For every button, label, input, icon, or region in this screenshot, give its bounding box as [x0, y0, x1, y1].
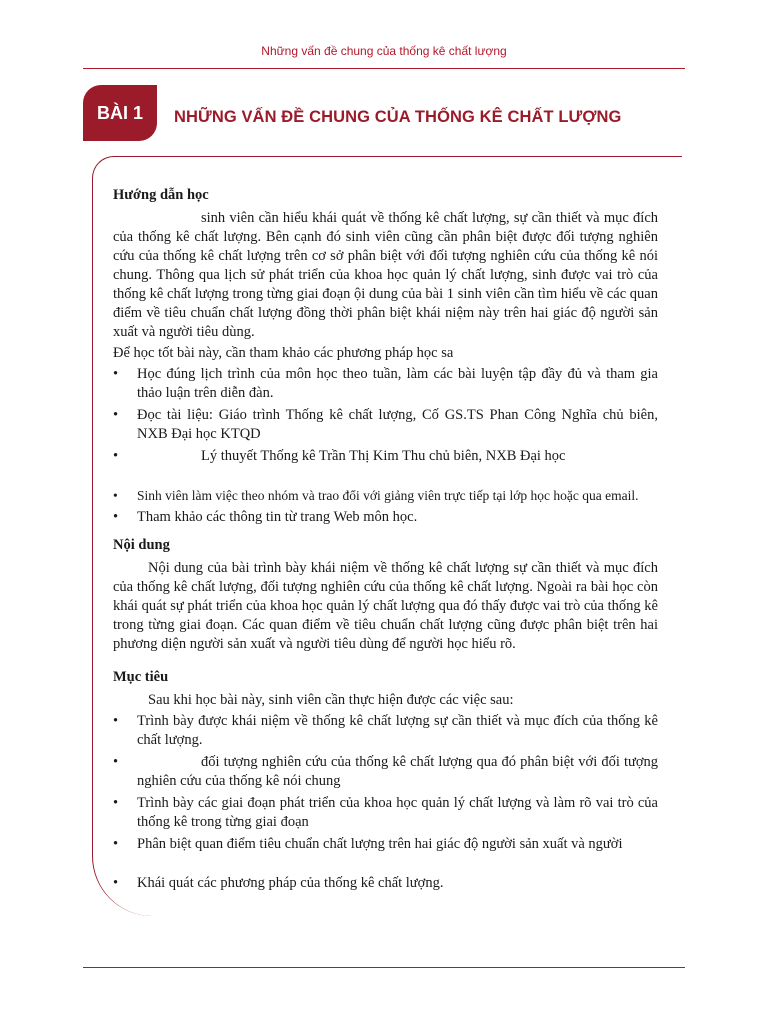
objectives-bullet-list	[113, 712, 658, 893]
objective-item	[113, 794, 658, 832]
bullet-icon: •	[113, 713, 119, 729]
objective-item	[113, 835, 658, 854]
lesson-badge	[83, 85, 157, 141]
objectives-heading: Mục tiêu	[113, 669, 169, 685]
guide-bullet-text: Sinh viên làm việc theo nhóm và trao đổi với giảng viên trực tiếp tại lớp học hoặc qua email.	[137, 488, 639, 503]
objective-text: đối tượng nghiên cứu của thống kê chất lượng qua đó phân biệt với đối tượng nghiên cứu của thống kê nói chung	[137, 754, 658, 789]
guide-bullet-text: Lý thuyết Thống kê Trần Thị Kim Thu chủ biên, NXB Đại học	[201, 448, 566, 464]
bullet-icon: •	[113, 754, 119, 770]
objective-text: Trình bày các giai đoạn phát triển của khoa học quản lý chất lượng và làm rõ vai trò của thống kê trong từng giai đoạn	[137, 795, 658, 830]
objectives-intro: Sau khi học bài này, sinh viên cần thực hiện được các việc sau:	[148, 692, 514, 708]
bullet-icon: •	[113, 836, 119, 852]
lesson-title: NHỮNG VẤN ĐỀ CHUNG CỦA THỐNG KÊ CHẤT LƯỢNG	[174, 108, 622, 126]
bullet-icon: •	[113, 795, 119, 811]
header-rule	[83, 68, 685, 69]
running-header: Những vấn đề chung của thống kê chất lượng	[261, 44, 507, 58]
content-body	[113, 186, 658, 896]
objective-item	[113, 712, 658, 750]
bullet-icon: •	[113, 509, 119, 525]
content-heading: Nội dung	[113, 537, 170, 553]
objective-item	[113, 874, 658, 893]
content-text: Nội dung của bài trình bày khái niệm về thống kê chất lượng sự cần thiết và mục đích của thống kê chất lượng, đối tượng nghiên cứu của thống kê chất lượng. Ngoài ra bài học còn khái quát sự phát triển của khoa học quản lý chất lượng qua đó thấy được vai trò của thống kê trong từng giai đoạn. Các quan điểm về tiêu chuẩn chất lượng cũng được phân biệt trên hai phương diện người sản xuất và người tiêu dùng để người học hiểu rõ.	[113, 560, 658, 652]
bullet-icon: •	[113, 448, 119, 464]
objective-text: Trình bày được khái niệm về thống kê chất lượng sự cần thiết và mục đích của thống kê chất lượng.	[137, 713, 658, 748]
guide-bullet-list	[113, 365, 658, 527]
guide-heading: Hướng dẫn học	[113, 187, 209, 203]
bullet-icon: •	[113, 366, 119, 382]
guide-bullet-text: Tham khảo các thông tin từ trang Web môn học.	[137, 509, 418, 525]
objective-item	[113, 753, 658, 791]
guide-bullet-item	[113, 508, 658, 527]
footer-rule	[83, 967, 685, 968]
guide-bullet-item	[113, 486, 658, 505]
objective-text: Khái quát các phương pháp của thống kê chất lượng.	[137, 875, 444, 891]
guide-bullet-text: Đọc tài liệu: Giáo trình Thống kê chất lượng, Cố GS.TS Phan Công Nghĩa chủ biên, NXB Đại học KTQD	[137, 407, 658, 442]
bullet-icon: •	[113, 407, 119, 423]
guide-bullet-item	[113, 406, 658, 444]
bullet-icon: •	[113, 488, 118, 503]
guide-intro: sinh viên cần hiểu khái quát về thống kê chất lượng, sự cần thiết và mục đích của thống kê chất lượng. Bên cạnh đó sinh viên cũng cần phân biệt được đối tượng nghiên cứu của thống kê chất lượng trên cơ sở phân biệt với đối tượng nghiên cứu của thống kê nói chung. Thông qua lịch sử phát triển của khoa học quản lý chất lượng, sinh được vai trò của thống kê chất lượng trong từng giai đoạn ội dung của bài 1 sinh viên cần tìm hiểu về các quan điểm về tiêu chuẩn chất lượng đồng thời phân biệt khái niệm này trên hai giác độ người sản xuất và người tiêu dùng.	[113, 210, 658, 340]
guide-study-line: Để học tốt bài này, cần tham khảo các phương pháp học sa	[113, 345, 454, 361]
objective-text: Phân biệt quan điểm tiêu chuẩn chất lượng trên hai giác độ người sản xuất và người	[137, 836, 623, 852]
guide-bullet-item	[113, 447, 658, 466]
guide-bullet-text: Học đúng lịch trình của môn học theo tuần, làm các bài luyện tập đầy đủ và tham gia thảo luận trên diễn đàn.	[137, 366, 658, 401]
bullet-icon: •	[113, 875, 119, 891]
guide-bullet-item	[113, 365, 658, 403]
lesson-badge-label: BÀI 1	[96, 102, 143, 123]
